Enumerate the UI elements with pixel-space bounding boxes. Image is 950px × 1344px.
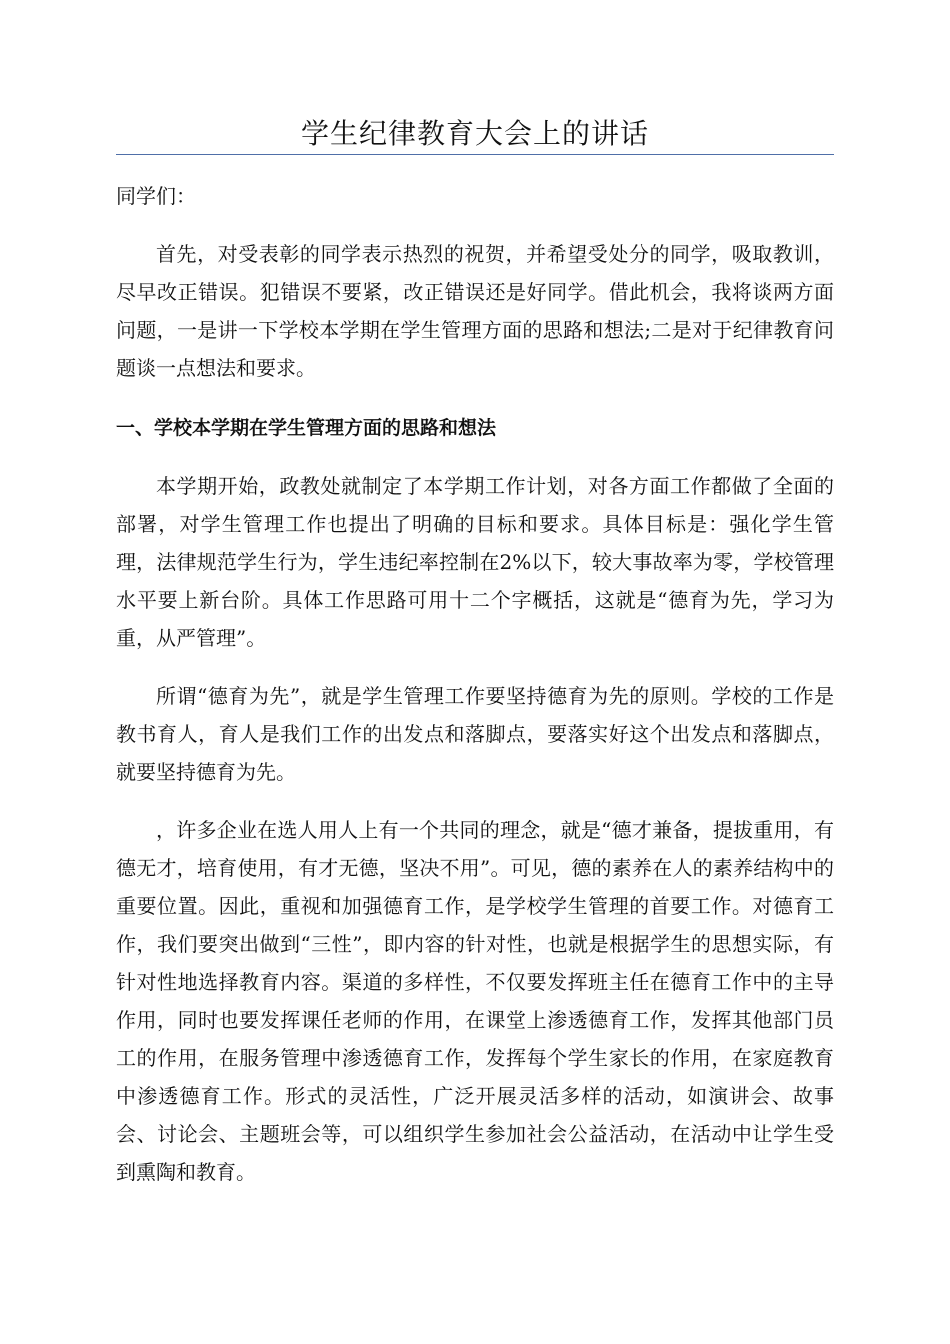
- paragraph-moral-first: 所谓“德育为先”，就是学生管理工作要坚持德育为先的原则。学校的工作是教书育人，育人是我们工作的出发点和落脚点，要落实好这个出发点和落脚点，就要坚持德育为先。: [116, 684, 834, 784]
- salutation: 同学们：: [116, 184, 196, 208]
- section-heading-1: 一、学校本学期在学生管理方面的思路和想法: [116, 417, 497, 439]
- paragraph-goals: 本学期开始，政教处就制定了本学期工作计划，对各方面工作都做了全面的部署，对学生管理工作也提出了明确的目标和要求。具体目标是：强化学生管理，法律规范学生行为，学生违纪率控制在2%以下，较大事故率为零，学校管理水平要上新台阶。具体工作思路可用十二个字概括，这就是“德育为先，学习为重，从严管理”。: [116, 474, 834, 650]
- document-title: 学生纪律教育大会上的讲话: [300, 117, 649, 150]
- paragraph-three-principles: ，许多企业在选人用人上有一个共同的理念，就是“德才兼备，提拔重用，有德无才，培育使用，有才无德，坚决不用”。可见，德的素养在人的素养结构中的重要位置。因此，重视和加强德育工作，是学校学生管理的首要工作。对德育工作，我们要突出做到“三性”，即内容的针对性，也就是根据学生的思想实际，有针对性地选择教育内容。渠道的多样性，不仅要发挥班主任在德育工作中的主导作用，同时也要发挥课任老师的作用，在课堂上渗透德育工作，发挥其他部门员工的作用，在服务管理中渗透德育工作，发挥每个学生家长的作用，在家庭教育中渗透德育工作。形式的灵活性，广泛开展灵活多样的活动，如演讲会、故事会、讨论会、主题班会等，可以组织学生参加社会公益活动，在活动中让学生受到熏陶和教育。: [116, 818, 834, 1184]
- document-page: [116, 0, 834, 1191]
- paragraph-intro: 首先，对受表彰的同学表示热烈的祝贺，并希望受处分的同学，吸取教训，尽早改正错误。犯错误不要紧，改正错误还是好同学。借此机会，我将谈两方面问题，一是讲一下学校本学期在学生管理方面的思路和想法;二是对于纪律教育问题谈一点想法和要求。: [116, 242, 834, 380]
- title-underline: [116, 154, 834, 155]
